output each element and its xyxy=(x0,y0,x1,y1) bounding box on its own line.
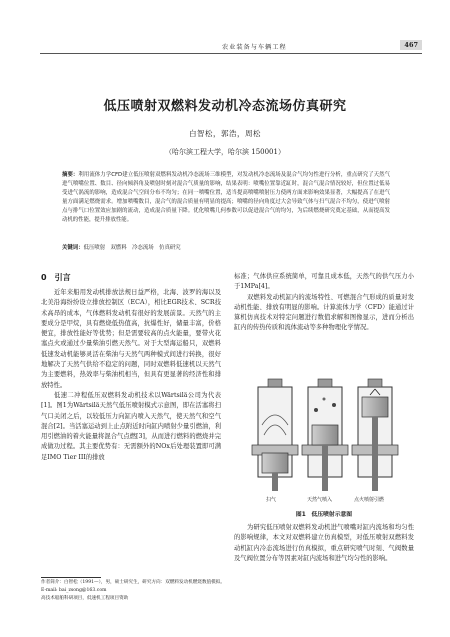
affiliation: （哈尔滨工程大学，哈尔滨 150001） xyxy=(165,148,285,156)
cylinder-gas-injection xyxy=(302,379,348,491)
figure-label-gas-injection: 天然气喷入 xyxy=(307,497,333,503)
footnote-funding: 高技术船舶科研项目，低速机工程项目资助 xyxy=(41,596,129,601)
abstract-text: 利用流体力学CFD建立低压喷射双燃料发动机冷态流场三维模型，对发动机冷态流场及混合气均匀性进行分析，重点研究了天然气进气喷嘴位置、数目、径向倾斜角及喷射时刻对混合气质量的影响，结果表明：喷嘴位置靠近缸时，混合气混合情况较好，但位置过低易受进气涡流的影响，造成混合气空间分布不均匀；在同一喷嘴位置，适当提高喷嘴喷射压力使两方面来影响效果显著，大幅提高了在进气量方面满足燃烧需求。增加喷嘴数目，混合气的混合质量有明显的提高；喷嘴的径向角度过大会导致气体与扫气混合不均匀，使进气喷射点与排气口位置效应加剧的流动，造成混合质量下降。优化喷嘴几何参数可以促进混合气的均匀，为后续燃烧研究奠定基础，从而提高发动机的性能，提升排放性能。 xyxy=(62,172,390,223)
journal-name: 农业装备与车辆工程 xyxy=(222,44,287,51)
keywords xyxy=(62,243,390,251)
left-paragraph-1: 近年来船用发动机排放法规日益严格，北海、波罗的海以及北美沿海纷纷设立排放控制区（ECA），相比EGR技术、SCR技术高昂的成本，气体燃料发动机有很好的发展前景。天然气的主要成分是甲烷，具有燃烧低热值高，抗爆性好，储量丰富，价格便宜，排放性能好等优势；但是需要较高的点火能量，要带火花塞点火或通过少量柴油引燃天然气。对于大型海运船只，双燃料低速发动机能够灵活在柴油与天然气两种模式间进行转换，很好地解决了天然气供给不稳定的问题，同时双燃料低速机以天然气为主要燃料，热效率与柴油机相当，但具有更显著的经济性和排放特性。 xyxy=(41,289,221,389)
footnote-author-bio: 作者简介：白智松（1991—），男，硕士研究生，研究方向：双燃料发动机燃烧数值模拟。 xyxy=(41,580,225,585)
figure-1-engine-diagram xyxy=(250,375,400,495)
keywords-text: 低压喷射 双燃料 冷态流场 仿真研究 xyxy=(83,245,181,251)
right-paragraph-1: 标准；气体供应系统简单，可靠且成本低，天然气的供气压力小于1MPa[4]。 xyxy=(234,273,414,291)
left-column xyxy=(41,288,221,463)
figure-1-caption: 图1 低压喷射示意图 xyxy=(295,512,353,518)
figure-label-scavenging: 扫气 xyxy=(266,497,277,503)
footnote-email: E-mail: bai_zsong@163.com xyxy=(41,588,107,593)
page-number: 467 xyxy=(400,40,422,50)
running-header xyxy=(40,40,422,54)
right-paragraph-3: 为研究低压喷射双燃料发动机进气喷嘴对缸内流场和均匀性的影响规律，本文对双燃料建立仿真模型，对低压喷射双燃料发动机缸内冷态流场进行仿真模拟，重点研究喷气时刻、气阀数量及气阀位置分布等因素对缸内流场和进气均匀性的影响。 xyxy=(234,524,414,562)
cylinder-pilot-ignition xyxy=(352,379,398,491)
right-column-bottom xyxy=(234,523,414,564)
section-heading-introduction: 0 引言 xyxy=(41,273,71,282)
abstract xyxy=(62,171,390,224)
right-column-top xyxy=(234,272,414,334)
paper-title: 低压喷射双燃料发动机冷态流场仿真研究 xyxy=(103,99,347,114)
cylinder-scavenging xyxy=(252,379,298,491)
footnote-divider xyxy=(41,577,101,578)
footnotes xyxy=(41,579,231,603)
left-paragraph-2: 低速二冲程低压双燃料发动机技术以Wärtsilä公司为代表[1]。图1为Wärtsilä天然气低压喷射模式示意图，即在活塞将扫气口关闭之后，以较低压力向缸内喷入天然气，使天然气和空气混合[2]。当活塞运动到上止点附近时向缸内喷射少量引燃油，利用引燃油的着火能量将混合气点燃[3]，从而进行燃料的燃烧并完成做功过程。其主要优势有：无需额外的NOx后处理装置即可满足IMO Tier III的排放 xyxy=(41,391,221,461)
abstract-label: 摘要： xyxy=(62,172,79,178)
keywords-label: 关键词： xyxy=(62,245,84,251)
right-paragraph-2: 双燃料发动机缸内的流场特性、可燃混合气形成的质量对发动机性能、排放有明显的影响。计算流体力学（CFD）能通过计算机仿真技术对特定问题进行数值求解和图像显示，进而分析出缸内的传热传质和流体流动等多种物理化学情况。 xyxy=(234,293,414,332)
authors: 白智松，郭浩，周松 xyxy=(189,129,261,138)
figure-label-pilot-ignition: 点火喷射引燃 xyxy=(354,497,385,503)
